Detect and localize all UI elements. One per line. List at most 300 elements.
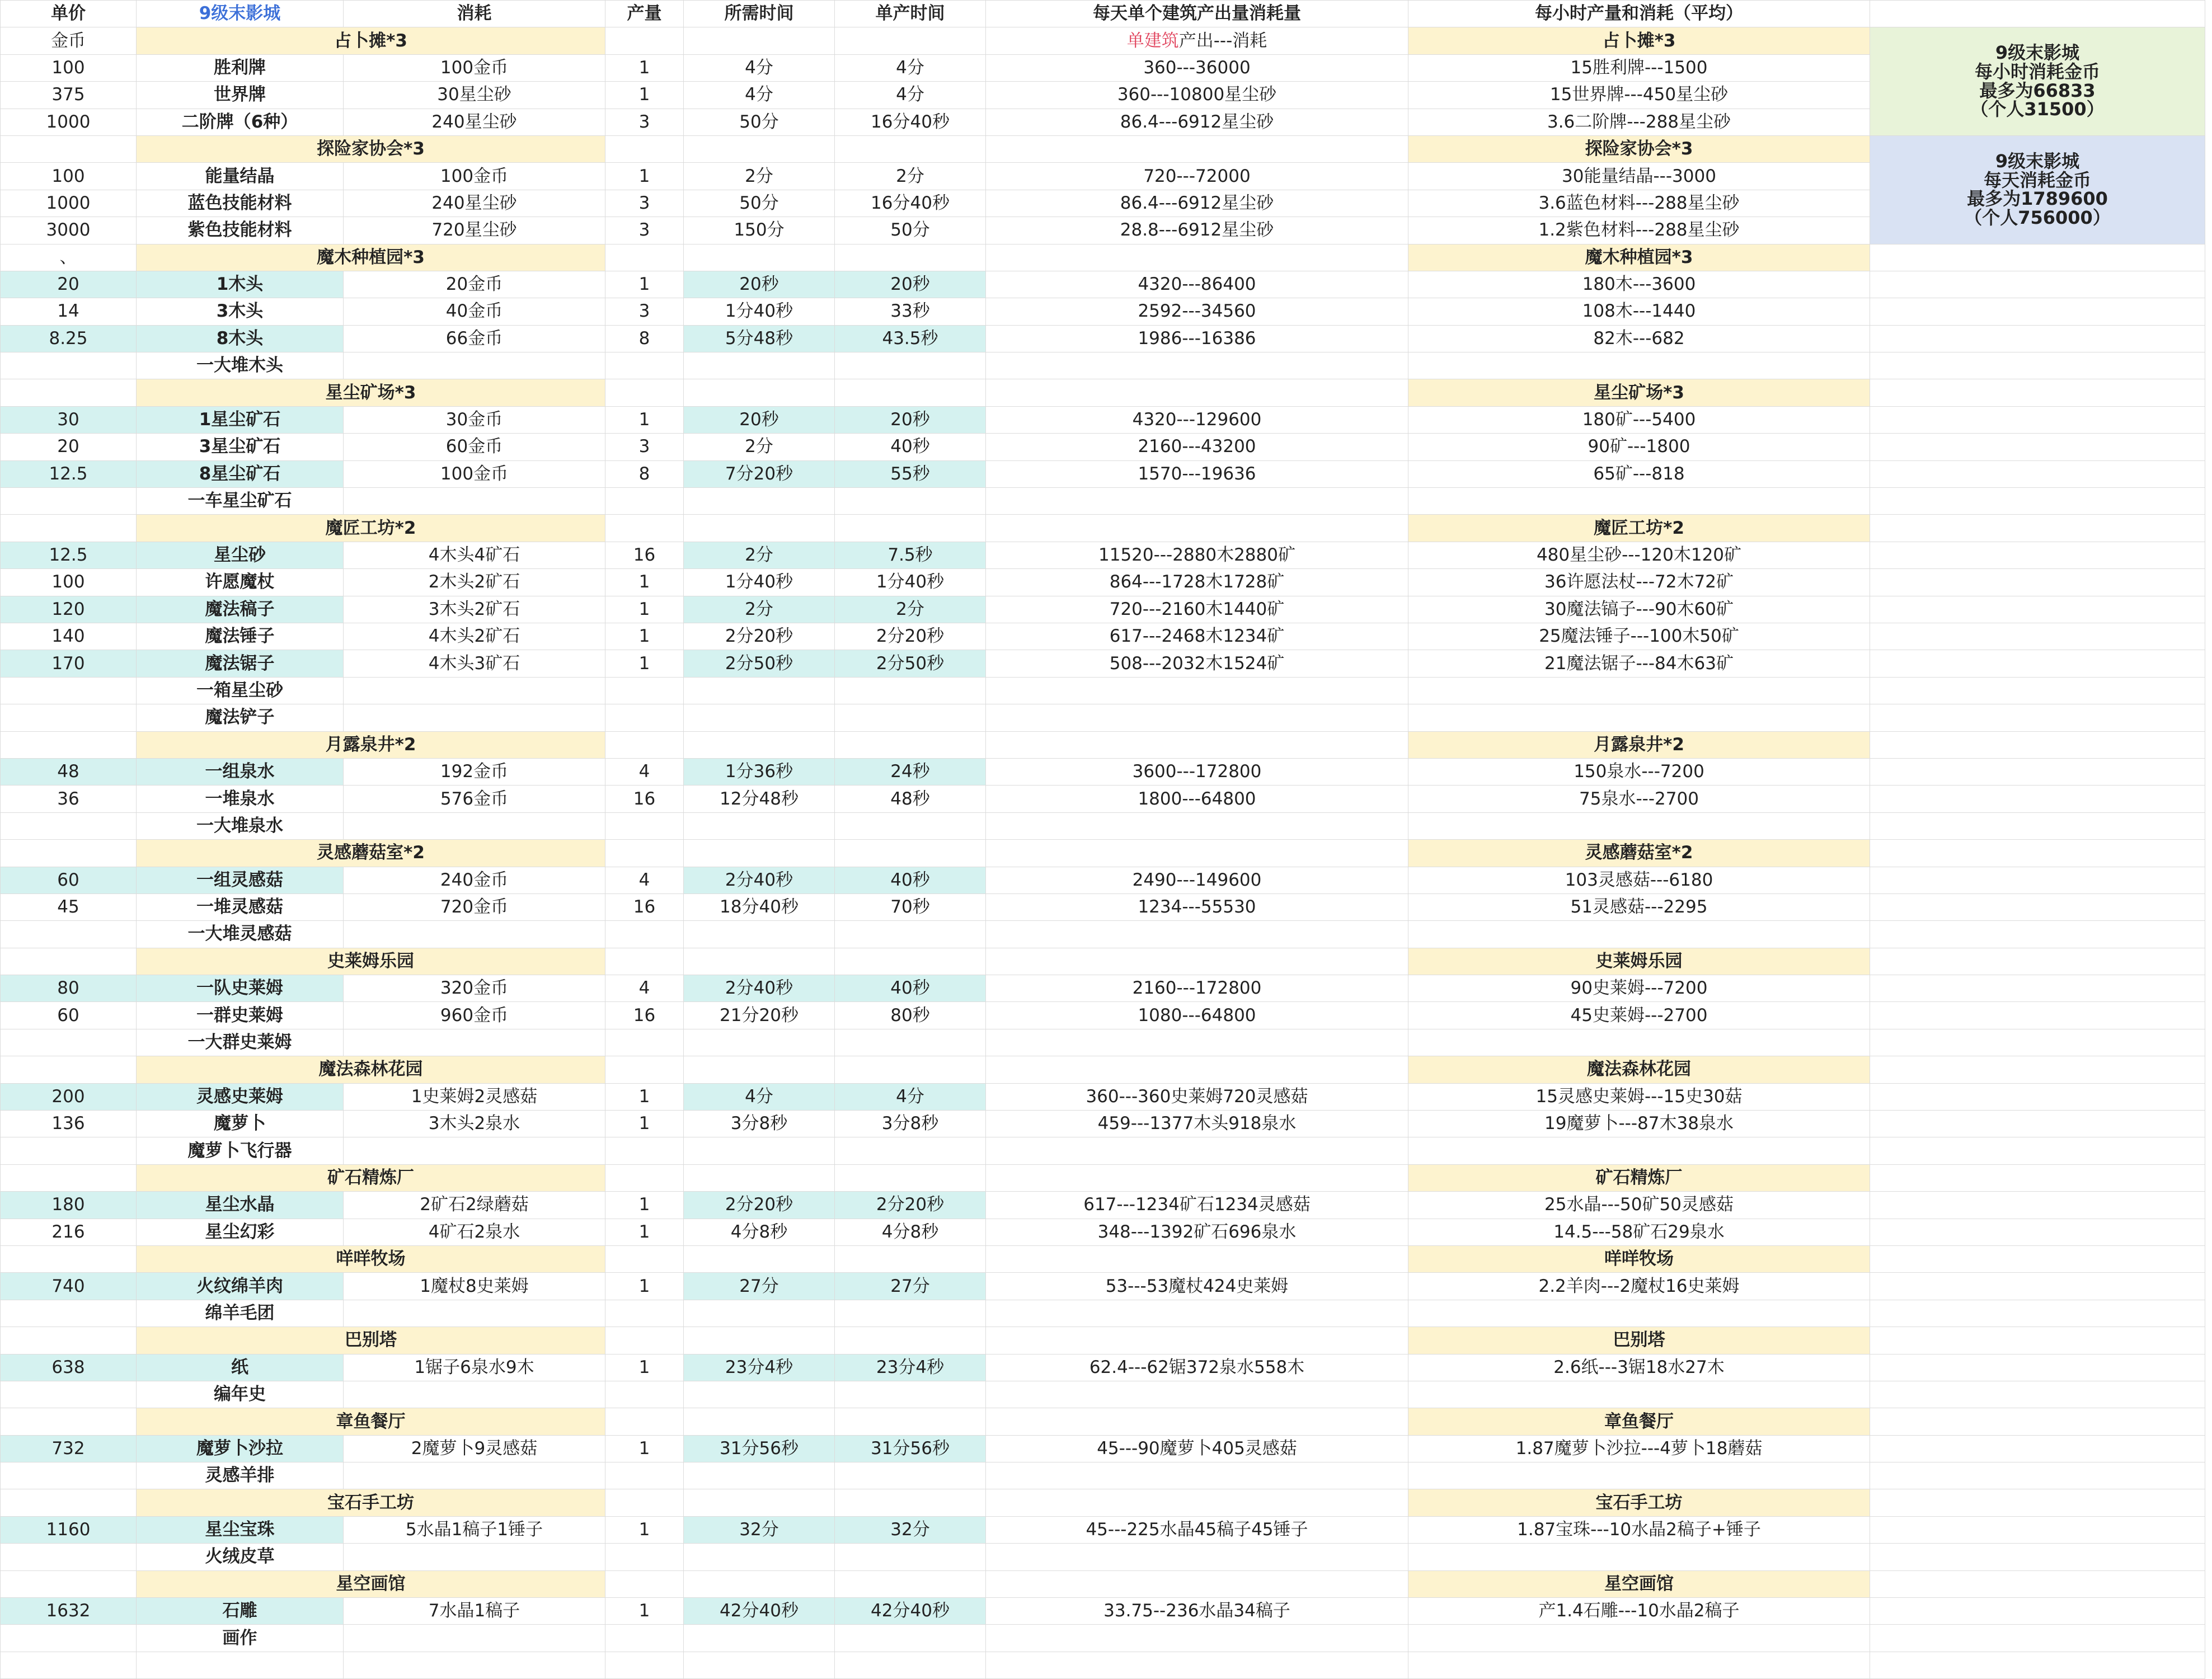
cell-unit-time[interactable]: 2分 — [835, 596, 986, 623]
cell-unit-price[interactable]: 60 — [1, 1002, 137, 1029]
cell-yield[interactable]: 1 — [605, 1435, 684, 1462]
section-title[interactable]: 魔法森林花园 — [137, 1056, 605, 1083]
cell-unit-price[interactable] — [1, 840, 137, 867]
cell-cost[interactable] — [344, 1652, 605, 1678]
cell-daily-output[interactable]: 720---72000 — [986, 163, 1408, 190]
cell-notes[interactable] — [1870, 1245, 2205, 1272]
cell-item-name[interactable]: 1星尘矿石 — [137, 406, 344, 433]
cell-notes[interactable] — [1870, 623, 2205, 650]
cell-time-required[interactable]: 18分40秒 — [684, 893, 835, 920]
cell-cost[interactable]: 240星尘砂 — [344, 109, 605, 135]
cell-daily-output[interactable] — [986, 1164, 1408, 1191]
cell-time-required[interactable]: 2分 — [684, 163, 835, 190]
cell-yield[interactable]: 1 — [605, 54, 684, 81]
cell-unit-price[interactable]: 180 — [1, 1192, 137, 1219]
cell-unit-time[interactable]: 1分40秒 — [835, 569, 986, 596]
cell-cost[interactable] — [344, 1625, 605, 1652]
cell-yield[interactable]: 8 — [605, 325, 684, 352]
cell-daily-output[interactable]: 1080---64800 — [986, 1002, 1408, 1029]
cell-empty[interactable] — [684, 1570, 835, 1597]
cell-time-required[interactable] — [684, 1625, 835, 1652]
header-cell-item-name[interactable]: 9级末影城 — [137, 1, 344, 27]
cell-hourly-output[interactable] — [1408, 1544, 1870, 1570]
cell-daily-output[interactable] — [986, 1029, 1408, 1056]
cell-cost[interactable] — [344, 1137, 605, 1164]
cell-daily-output[interactable]: 2592---34560 — [986, 298, 1408, 325]
cell-cost[interactable]: 40金币 — [344, 298, 605, 325]
cell-empty[interactable] — [835, 948, 986, 975]
cell-item-name[interactable]: 紫色技能材料 — [137, 217, 344, 244]
cell-unit-price[interactable] — [1, 921, 137, 948]
cell-unit-time[interactable]: 2分20秒 — [835, 623, 986, 650]
cell-notes[interactable] — [1870, 1137, 2205, 1164]
cell-notes[interactable] — [1870, 758, 2205, 785]
cell-yield[interactable] — [605, 921, 684, 948]
cell-unit-time[interactable]: 2分 — [835, 163, 986, 190]
cell-unit-price[interactable] — [1, 352, 137, 379]
cell-unit-price[interactable]: 12.5 — [1, 460, 137, 487]
cell-daily-output[interactable] — [986, 731, 1408, 758]
section-title-right[interactable]: 咩咩牧场 — [1408, 1245, 1870, 1272]
section-title[interactable]: 宝石手工坊 — [137, 1489, 605, 1516]
cell-empty[interactable] — [684, 515, 835, 542]
cell-daily-output[interactable]: 45---90魔萝卜405灵感菇 — [986, 1435, 1408, 1462]
cell-unit-time[interactable]: 33秒 — [835, 298, 986, 325]
cell-notes[interactable] — [1870, 1570, 2205, 1597]
cell-cost[interactable] — [344, 488, 605, 515]
cell-unit-price[interactable] — [1, 1029, 137, 1056]
cell-hourly-output[interactable] — [1408, 704, 1870, 731]
cell-empty[interactable] — [684, 1245, 835, 1272]
cell-time-required[interactable] — [684, 1462, 835, 1489]
cell-item-name[interactable]: 火纹绵羊肉 — [137, 1273, 344, 1300]
cell-daily-output[interactable]: 360---10800星尘砂 — [986, 82, 1408, 109]
cell-hourly-output[interactable]: 180木---3600 — [1408, 271, 1870, 298]
section-title-right[interactable]: 矿石精炼厂 — [1408, 1164, 1870, 1191]
cell-notes[interactable] — [1870, 1381, 2205, 1408]
cell-cost[interactable]: 1锯子6泉水9木 — [344, 1354, 605, 1381]
cell-time-required[interactable]: 27分 — [684, 1273, 835, 1300]
cell-empty[interactable] — [684, 1327, 835, 1354]
cell-daily-output[interactable]: 617---2468木1234矿 — [986, 623, 1408, 650]
cell-hourly-output[interactable]: 30能量结晶---3000 — [1408, 163, 1870, 190]
cell-item-name[interactable]: 胜利牌 — [137, 54, 344, 81]
cell-unit-price[interactable] — [1, 1652, 137, 1678]
cell-unit-price[interactable]: 140 — [1, 623, 137, 650]
cell-item-name[interactable]: 编年史 — [137, 1381, 344, 1408]
cell-yield[interactable]: 4 — [605, 758, 684, 785]
cell-unit-price[interactable] — [1, 704, 137, 731]
cell-cost[interactable] — [344, 352, 605, 379]
cell-unit-time[interactable] — [835, 1300, 986, 1327]
cell-item-name[interactable]: 一车星尘矿石 — [137, 488, 344, 515]
cell-yield[interactable] — [605, 1381, 684, 1408]
cell-daily-output[interactable] — [986, 1652, 1408, 1678]
cell-time-required[interactable] — [684, 677, 835, 704]
cell-item-name[interactable]: 魔法锯子 — [137, 650, 344, 677]
cell-cost[interactable]: 66金币 — [344, 325, 605, 352]
cell-item-name[interactable]: 二阶牌（6种） — [137, 109, 344, 135]
cell-item-name[interactable] — [137, 1652, 344, 1678]
cell-item-name[interactable]: 8星尘矿石 — [137, 460, 344, 487]
cell-cost[interactable] — [344, 1462, 605, 1489]
cell-cost[interactable] — [344, 1544, 605, 1570]
cell-time-required[interactable]: 20秒 — [684, 406, 835, 433]
cell-unit-time[interactable] — [835, 812, 986, 839]
cell-daily-output[interactable] — [986, 1300, 1408, 1327]
cell-daily-output[interactable] — [986, 1245, 1408, 1272]
cell-yield[interactable]: 4 — [605, 867, 684, 893]
cell-hourly-output[interactable] — [1408, 352, 1870, 379]
cell-daily-output[interactable] — [986, 515, 1408, 542]
cell-unit-price[interactable]: 14 — [1, 298, 137, 325]
cell-yield[interactable]: 1 — [605, 1598, 684, 1625]
cell-unit-price[interactable]: 12.5 — [1, 542, 137, 568]
cell-yield[interactable]: 4 — [605, 975, 684, 1002]
section-title[interactable]: 魔匠工坊*2 — [137, 515, 605, 542]
cell-hourly-output[interactable]: 3.6蓝色材料---288星尘砂 — [1408, 190, 1870, 217]
cell-yield[interactable] — [605, 1544, 684, 1570]
cell-hourly-output[interactable]: 25水晶---50矿50灵感菇 — [1408, 1192, 1870, 1219]
cell-unit-time[interactable]: 55秒 — [835, 460, 986, 487]
cell-unit-price[interactable] — [1, 1544, 137, 1570]
cell-yield[interactable] — [605, 704, 684, 731]
cell-unit-price[interactable] — [1, 1164, 137, 1191]
cell-yield[interactable]: 1 — [605, 406, 684, 433]
cell-empty[interactable] — [605, 1408, 684, 1435]
cell-time-required[interactable]: 2分40秒 — [684, 867, 835, 893]
cell-notes[interactable] — [1870, 460, 2205, 487]
cell-cost[interactable] — [344, 677, 605, 704]
cell-time-required[interactable] — [684, 1381, 835, 1408]
cell-empty[interactable] — [835, 1570, 986, 1597]
cell-cost[interactable]: 2矿石2绿蘑菇 — [344, 1192, 605, 1219]
cell-time-required[interactable]: 42分40秒 — [684, 1598, 835, 1625]
header-cell-cost[interactable]: 消耗 — [344, 1, 605, 27]
cell-daily-output[interactable]: 33.75--236水晶34稿子 — [986, 1598, 1408, 1625]
cell-notes[interactable] — [1870, 569, 2205, 596]
cell-notes[interactable] — [1870, 650, 2205, 677]
cell-unit-price[interactable] — [1, 1137, 137, 1164]
cell-unit-price[interactable]: 638 — [1, 1354, 137, 1381]
cell-cost[interactable]: 20金币 — [344, 271, 605, 298]
cell-unit-time[interactable] — [835, 488, 986, 515]
cell-yield[interactable] — [605, 1462, 684, 1489]
cell-yield[interactable]: 1 — [605, 1083, 684, 1110]
cell-unit-price[interactable] — [1, 677, 137, 704]
cell-notes[interactable] — [1870, 1300, 2205, 1327]
cell-notes[interactable] — [1870, 1327, 2205, 1354]
cell-unit-price[interactable] — [1, 1300, 137, 1327]
cell-daily-output[interactable]: 62.4---62锯372泉水558木 — [986, 1354, 1408, 1381]
cell-notes[interactable] — [1870, 1354, 2205, 1381]
cell-empty[interactable] — [835, 1245, 986, 1272]
section-title-right[interactable]: 巴别塔 — [1408, 1327, 1870, 1354]
cell-notes[interactable] — [1870, 677, 2205, 704]
cell-time-required[interactable]: 4分8秒 — [684, 1219, 835, 1245]
cell-daily-output[interactable]: 45---225水晶45稿子45锤子 — [986, 1516, 1408, 1543]
cell-daily-output[interactable]: 11520---2880木2880矿 — [986, 542, 1408, 568]
cell-daily-output[interactable]: 348---1392矿石696泉水 — [986, 1219, 1408, 1245]
cell-notes[interactable] — [1870, 1083, 2205, 1110]
cell-notes[interactable] — [1870, 488, 2205, 515]
cell-notes[interactable] — [1870, 434, 2205, 460]
cell-unit-price[interactable] — [1, 1625, 137, 1652]
cell-cost[interactable]: 192金币 — [344, 758, 605, 785]
cell-cost[interactable]: 2木头2矿石 — [344, 569, 605, 596]
cell-daily-output[interactable]: 53---53魔杖424史莱姆 — [986, 1273, 1408, 1300]
cell-cost[interactable] — [344, 1029, 605, 1056]
header-cell-yield[interactable]: 产量 — [605, 1, 684, 27]
cell-time-required[interactable]: 1分40秒 — [684, 298, 835, 325]
cell-item-name[interactable]: 一箱星尘砂 — [137, 677, 344, 704]
cell-cost[interactable]: 240星尘砂 — [344, 190, 605, 217]
section-title[interactable]: 矿石精炼厂 — [137, 1164, 605, 1191]
header-cell-unit-time[interactable]: 单产时间 — [835, 1, 986, 27]
cell-unit-time[interactable] — [835, 677, 986, 704]
cell-time-required[interactable] — [684, 1300, 835, 1327]
cell-daily-output[interactable] — [986, 1544, 1408, 1570]
cell-hourly-output[interactable]: 45史莱姆---2700 — [1408, 1002, 1870, 1029]
cell-notes[interactable] — [1870, 1489, 2205, 1516]
cell-empty[interactable] — [605, 1056, 684, 1083]
cell-cost[interactable] — [344, 812, 605, 839]
section-title[interactable]: 咩咩牧场 — [137, 1245, 605, 1272]
cell-notes[interactable] — [1870, 1192, 2205, 1219]
cell-empty[interactable] — [835, 1327, 986, 1354]
cell-hourly-output[interactable]: 2.6纸---3锯18水27木 — [1408, 1354, 1870, 1381]
cell-hourly-output[interactable] — [1408, 677, 1870, 704]
cell-unit-price[interactable] — [1, 1056, 137, 1083]
cell-notes[interactable] — [1870, 840, 2205, 867]
cell-time-required[interactable]: 7分20秒 — [684, 460, 835, 487]
cell-unit-price[interactable]: 、 — [1, 244, 137, 271]
cell-daily-output[interactable]: 86.4---6912星尘砂 — [986, 190, 1408, 217]
cell-daily-output[interactable] — [986, 244, 1408, 271]
cell-notes[interactable] — [1870, 948, 2205, 975]
cell-item-name[interactable]: 绵羊毛团 — [137, 1300, 344, 1327]
cell-unit-time[interactable]: 23分4秒 — [835, 1354, 986, 1381]
cell-empty[interactable] — [835, 1408, 986, 1435]
cell-cost[interactable]: 4矿石2泉水 — [344, 1219, 605, 1245]
cell-cost[interactable] — [344, 1381, 605, 1408]
cell-daily-output[interactable]: 720---2160木1440矿 — [986, 596, 1408, 623]
cell-unit-price[interactable] — [1, 488, 137, 515]
cell-empty[interactable] — [835, 840, 986, 867]
cell-unit-time[interactable] — [835, 1381, 986, 1408]
cell-notes[interactable] — [1870, 1652, 2205, 1678]
cell-unit-time[interactable]: 40秒 — [835, 434, 986, 460]
cell-hourly-output[interactable]: 90矿---1800 — [1408, 434, 1870, 460]
cell-yield[interactable]: 3 — [605, 217, 684, 244]
cell-daily-output[interactable]: 1800---64800 — [986, 786, 1408, 812]
cell-notes[interactable] — [1870, 921, 2205, 948]
cell-time-required[interactable]: 21分20秒 — [684, 1002, 835, 1029]
cell-cost[interactable]: 100金币 — [344, 460, 605, 487]
cell-hourly-output[interactable]: 51灵感菇---2295 — [1408, 893, 1870, 920]
cell-yield[interactable]: 1 — [605, 1516, 684, 1543]
cell-unit-price[interactable]: 8.25 — [1, 325, 137, 352]
cell-daily-output[interactable]: 864---1728木1728矿 — [986, 569, 1408, 596]
cell-daily-output[interactable] — [986, 1137, 1408, 1164]
cell-unit-time[interactable] — [835, 1462, 986, 1489]
section-title[interactable]: 占卜摊*3 — [137, 27, 605, 54]
cell-unit-price[interactable]: 48 — [1, 758, 137, 785]
cell-notes[interactable] — [1870, 1219, 2205, 1245]
cell-cost[interactable]: 100金币 — [344, 163, 605, 190]
cell-hourly-output[interactable] — [1408, 1137, 1870, 1164]
cell-item-name[interactable]: 一堆泉水 — [137, 786, 344, 812]
cell-hourly-output[interactable] — [1408, 921, 1870, 948]
cell-notes[interactable] — [1870, 1111, 2205, 1137]
cell-yield[interactable]: 1 — [605, 1111, 684, 1137]
cell-yield[interactable] — [605, 1300, 684, 1327]
cell-unit-price[interactable]: 1632 — [1, 1598, 137, 1625]
cell-empty[interactable] — [835, 1164, 986, 1191]
cell-unit-time[interactable]: 40秒 — [835, 867, 986, 893]
cell-unit-time[interactable]: 40秒 — [835, 975, 986, 1002]
cell-time-required[interactable]: 32分 — [684, 1516, 835, 1543]
cell-time-required[interactable] — [684, 704, 835, 731]
cell-daily-output[interactable]: 459---1377木头918泉水 — [986, 1111, 1408, 1137]
cell-daily-output[interactable] — [986, 1327, 1408, 1354]
cell-hourly-output[interactable]: 82木---682 — [1408, 325, 1870, 352]
cell-item-name[interactable]: 8木头 — [137, 325, 344, 352]
cell-unit-price[interactable]: 1000 — [1, 190, 137, 217]
cell-empty[interactable] — [605, 1164, 684, 1191]
cell-empty[interactable] — [605, 379, 684, 406]
cell-daily-output[interactable] — [986, 1408, 1408, 1435]
cell-daily-output[interactable] — [986, 812, 1408, 839]
cell-time-required[interactable]: 2分50秒 — [684, 650, 835, 677]
cell-unit-time[interactable]: 43.5秒 — [835, 325, 986, 352]
cell-yield[interactable]: 16 — [605, 893, 684, 920]
cell-daily-output[interactable]: 86.4---6912星尘砂 — [986, 109, 1408, 135]
cell-time-required[interactable] — [684, 488, 835, 515]
cell-notes[interactable] — [1870, 1462, 2205, 1489]
cell-hourly-output[interactable]: 15胜利牌---1500 — [1408, 54, 1870, 81]
cell-item-name[interactable]: 一队史莱姆 — [137, 975, 344, 1002]
section-title-right[interactable]: 星空画馆 — [1408, 1570, 1870, 1597]
section-title-right[interactable]: 宝石手工坊 — [1408, 1489, 1870, 1516]
cell-hourly-output[interactable]: 90史莱姆---7200 — [1408, 975, 1870, 1002]
cell-unit-time[interactable]: 20秒 — [835, 406, 986, 433]
cell-item-name[interactable]: 一大堆灵感菇 — [137, 921, 344, 948]
cell-time-required[interactable]: 2分40秒 — [684, 975, 835, 1002]
cell-daily-output[interactable]: 508---2032木1524矿 — [986, 650, 1408, 677]
cell-hourly-output[interactable]: 108木---1440 — [1408, 298, 1870, 325]
cell-notes[interactable] — [1870, 1598, 2205, 1625]
cell-time-required[interactable]: 50分 — [684, 190, 835, 217]
cell-empty[interactable] — [835, 1489, 986, 1516]
cell-unit-time[interactable]: 31分56秒 — [835, 1435, 986, 1462]
cell-unit-time[interactable] — [835, 1544, 986, 1570]
cell-hourly-output[interactable] — [1408, 1652, 1870, 1678]
cell-unit-time[interactable]: 4分 — [835, 1083, 986, 1110]
cell-unit-price[interactable]: 375 — [1, 82, 137, 109]
cell-item-name[interactable]: 蓝色技能材料 — [137, 190, 344, 217]
cell-notes[interactable] — [1870, 298, 2205, 325]
cell-unit-price[interactable]: 170 — [1, 650, 137, 677]
cell-hourly-output[interactable]: 2.2羊肉---2魔杖16史莱姆 — [1408, 1273, 1870, 1300]
cell-notes[interactable] — [1870, 786, 2205, 812]
cell-unit-price[interactable] — [1, 1327, 137, 1354]
cell-cost[interactable]: 100金币 — [344, 54, 605, 81]
section-title[interactable]: 史莱姆乐园 — [137, 948, 605, 975]
cell-daily-output[interactable] — [986, 1381, 1408, 1408]
cell-cost[interactable]: 30星尘砂 — [344, 82, 605, 109]
cell-time-required[interactable] — [684, 1029, 835, 1056]
section-title[interactable]: 探险家协会*3 — [137, 135, 605, 162]
cell-unit-time[interactable] — [835, 1652, 986, 1678]
section-title-right[interactable]: 月露泉井*2 — [1408, 731, 1870, 758]
cell-notes[interactable] — [1870, 596, 2205, 623]
cell-yield[interactable] — [605, 812, 684, 839]
section-title-right[interactable]: 魔法森林花园 — [1408, 1056, 1870, 1083]
cell-hourly-output[interactable]: 1.87宝珠---10水晶2稿子+锤子 — [1408, 1516, 1870, 1543]
cell-item-name[interactable]: 3木头 — [137, 298, 344, 325]
cell-unit-time[interactable] — [835, 921, 986, 948]
cell-cost[interactable]: 3木头2泉水 — [344, 1111, 605, 1137]
cell-hourly-output[interactable] — [1408, 812, 1870, 839]
cell-unit-time[interactable]: 16分40秒 — [835, 190, 986, 217]
cell-time-required[interactable] — [684, 1137, 835, 1164]
cell-daily-output[interactable]: 617---1234矿石1234灵感菇 — [986, 1192, 1408, 1219]
section-title-right[interactable]: 魔匠工坊*2 — [1408, 515, 1870, 542]
cell-time-required[interactable]: 31分56秒 — [684, 1435, 835, 1462]
header-cell-time-required[interactable]: 所需时间 — [684, 1, 835, 27]
cell-unit-time[interactable]: 80秒 — [835, 1002, 986, 1029]
cell-yield[interactable]: 1 — [605, 1273, 684, 1300]
section-title-right[interactable]: 占卜摊*3 — [1408, 27, 1870, 54]
cell-hourly-output[interactable]: 14.5---58矿石29泉水 — [1408, 1219, 1870, 1245]
section-title-right[interactable]: 章鱼餐厅 — [1408, 1408, 1870, 1435]
cell-hourly-output[interactable] — [1408, 488, 1870, 515]
cell-unit-price[interactable]: 200 — [1, 1083, 137, 1110]
cell-empty[interactable] — [835, 515, 986, 542]
cell-time-required[interactable]: 2分 — [684, 596, 835, 623]
section-title-right[interactable]: 探险家协会*3 — [1408, 135, 1870, 162]
cell-hourly-output[interactable]: 15世界牌---450星尘砂 — [1408, 82, 1870, 109]
cell-notes[interactable] — [1870, 1435, 2205, 1462]
cell-unit-time[interactable]: 4分 — [835, 82, 986, 109]
cell-unit-time[interactable] — [835, 352, 986, 379]
cell-time-required[interactable]: 3分8秒 — [684, 1111, 835, 1137]
cell-item-name[interactable]: 一组泉水 — [137, 758, 344, 785]
cell-time-required[interactable]: 4分 — [684, 82, 835, 109]
cell-empty[interactable] — [835, 731, 986, 758]
cell-unit-price[interactable]: 45 — [1, 893, 137, 920]
cell-hourly-output[interactable]: 150泉水---7200 — [1408, 758, 1870, 785]
cell-unit-price[interactable]: 30 — [1, 406, 137, 433]
cell-daily-output[interactable] — [986, 677, 1408, 704]
cell-empty[interactable] — [835, 1056, 986, 1083]
section-title[interactable]: 章鱼餐厅 — [137, 1408, 605, 1435]
cell-notes[interactable] — [1870, 379, 2205, 406]
cell-unit-price[interactable]: 136 — [1, 1111, 137, 1137]
cell-unit-time[interactable]: 4分8秒 — [835, 1219, 986, 1245]
cell-yield[interactable] — [605, 1625, 684, 1652]
cell-hourly-output[interactable] — [1408, 1462, 1870, 1489]
cell-unit-time[interactable]: 32分 — [835, 1516, 986, 1543]
cell-time-required[interactable]: 4分 — [684, 1083, 835, 1110]
cell-hourly-output[interactable]: 36许愿法杖---72木72矿 — [1408, 569, 1870, 596]
cell-yield[interactable] — [605, 1029, 684, 1056]
cell-time-required[interactable]: 4分 — [684, 54, 835, 81]
cell-daily-output[interactable]: 2160---43200 — [986, 434, 1408, 460]
cell-unit-time[interactable] — [835, 1029, 986, 1056]
cell-unit-price[interactable]: 120 — [1, 596, 137, 623]
